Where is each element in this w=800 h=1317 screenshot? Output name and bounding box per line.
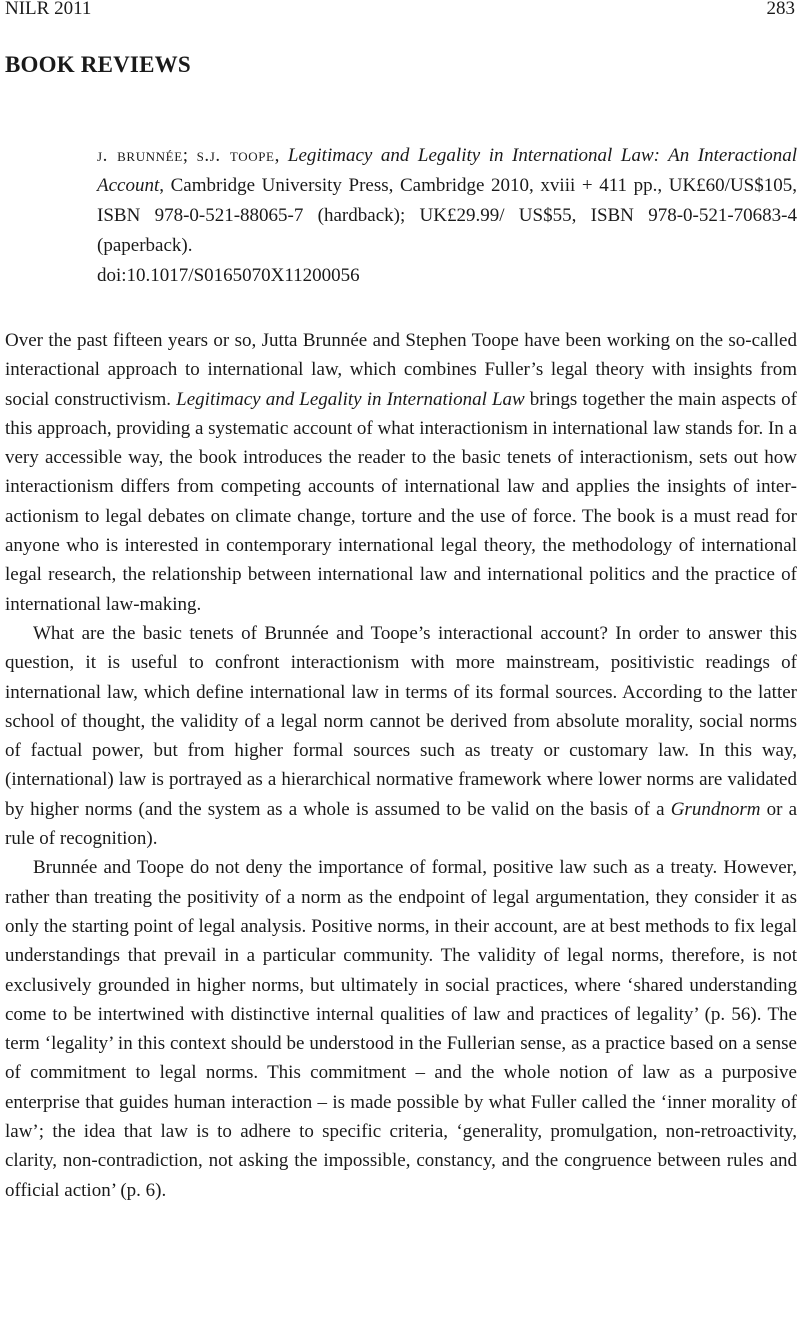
- citation-doi: doi:10.1017/S0165070X11200056: [97, 265, 360, 286]
- paragraph-2: [5, 619, 797, 853]
- paragraph-1-book-title: Legitimacy and Legality in International Law: [176, 388, 525, 410]
- citation-separator: ;: [182, 145, 197, 166]
- paragraph-1: [5, 326, 797, 619]
- citation-book-title: Legitimacy and Legality in International Law: An Interactional Account: [97, 145, 798, 196]
- paragraph-1-text-a: Over the past fifteen years or so, Jutta Brunnée and Stephen Toope have been working on the so-called interactional approach to international law, which combines Fuller’s legal theory with insights from social constructivism.: [5, 330, 797, 410]
- citation-details: , Cambridge University Press, Cambridge 2010, xviii + 411 pp., UK£60/US$105, ISBN 978-0-521-88065-7 (hardback); UK£29.99/ US$55, ISBN 978-0-521-70683-4 (paperback).: [97, 175, 797, 256]
- paragraph-1-text-b: brings together the main aspects of this approach, providing a systematic account of what interactionism in international law stands for. In a very accessible way, the book introduces the reader to the basic tenets of interactionism, sets out how interactionism differs from competing accounts of international law and applies the insights of interactionism to legal debates on climate change, torture and the use of force. The book is a must read for anyone who is interested in contemporary international legal theory, the methodology of international legal research, the relationship between international law and international politics and the practice of international law-making.: [5, 388, 797, 615]
- paragraph-2-grundnorm: Grundnorm: [670, 798, 761, 820]
- citation-author-brunnee: j. brunnée: [97, 145, 183, 166]
- running-header: [5, 0, 795, 22]
- section-title: BOOK REVIEWS: [5, 52, 191, 77]
- review-body: [5, 326, 797, 1205]
- paragraph-3: Brunnée and Toope do not deny the importance of formal, positive law such as a treaty. However, rather than treating the positivity of a norm as the endpoint of legal argumentation, they consider it as only the starting point of legal analysis. Positive norms, in their account, are at best methods to fix legal understandings that prevail in a particular community. The validity of legal norms, therefore, is not exclusively grounded in higher norms, but ultimately in social practices, where ‘shared understanding come to be intertwined with distinctive internal qualities of law and practices of legality’ (p. 56). The term ‘legality’ in this context should be understood in the Fullerian sense, as a practice based on a sense of commitment to legal norms. This commitment – and the whole notion of law as a purposive enterprise that guides human interaction – is made possible by what Fuller called the ‘inner morality of law’; the idea that law is to adhere to specific criteria, ‘generality, promulgation, non-retroactivity, clarity, non-contradiction, not asking the impossible, constancy, and the congruence between rules and official action’ (p. 6).: [5, 857, 797, 1201]
- paragraph-2-text-a: What are the basic tenets of Brunnée and Toope’s interactional account? In order to answer this question, it is useful to confront interactionism with more mainstream, positivistic readings of international law, which define international law in terms of its formal sources. According to the latter school of thought, the validity of a legal norm cannot be derived from absolute morality, social norms of factual power, but from higher formal sources such as treaty or customary law. In this way, (international) law is portrayed as a hierarchical normative framework where lower norms are validated by higher norms (and the system as a whole is assumed to be valid on the basis of a: [5, 622, 797, 820]
- journal-name: NILR 2011: [5, 0, 92, 19]
- page-number: 283: [766, 0, 795, 19]
- citation-author-toope: s.j. toope: [196, 145, 275, 166]
- book-citation: [97, 141, 797, 291]
- paragraph-2-text-b: or a rule of recognition).: [5, 798, 798, 850]
- citation-comma: ,: [274, 145, 288, 166]
